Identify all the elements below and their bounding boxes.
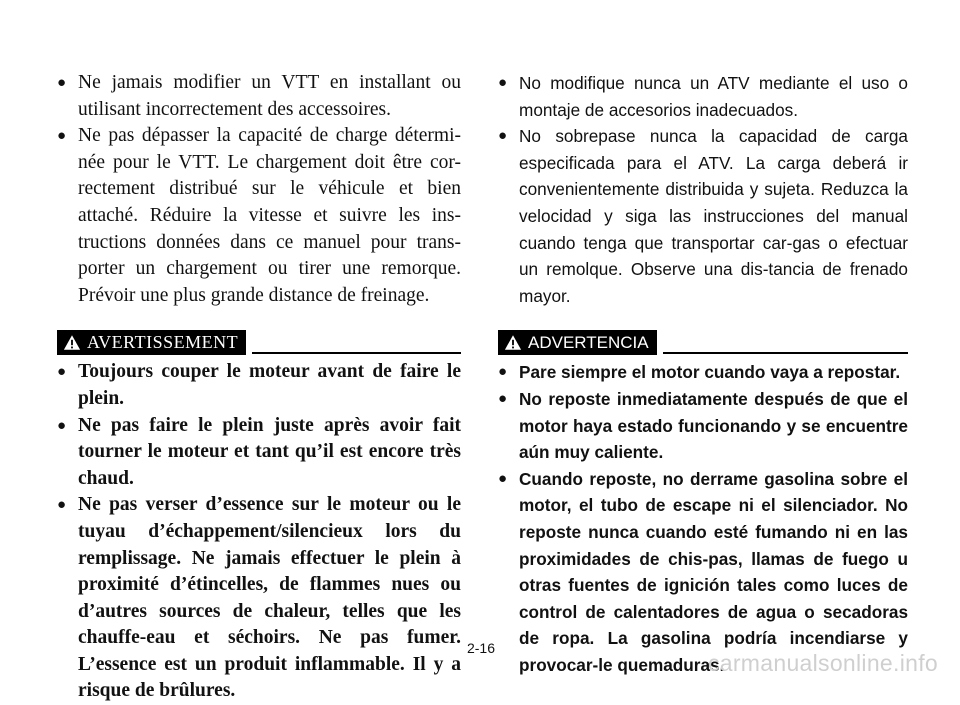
french-column	[57, 70, 461, 705]
spanish-warning-list	[498, 359, 908, 678]
bullet-icon: ●	[57, 128, 67, 145]
warning-label	[498, 330, 657, 355]
spanish-list	[498, 70, 908, 309]
list-item	[57, 413, 461, 493]
list-item-text: Cuando reposte, no derrame gasolina sobre el motor, el tubo de escape ni el silenciador. No reposte nunca cuando esté fumando ni en las proximidades de chis-pas, llamas de fuego u otras fuentes de ignición tales como luces de control de calentadores de agua o secadoras de ropa. La gasolina podría incendiarse y provocar-le quemaduras.	[519, 468, 908, 675]
warning-label-text: ADVERTENCIA	[528, 332, 649, 352]
list-item	[498, 70, 908, 123]
watermark: carmanualsonline.info	[707, 650, 938, 676]
warning-triangle-icon	[504, 334, 522, 351]
list-item-text: Ne pas faire le plein juste après avoir fait tourner le moteur et tant qu’il est encore très chaud.	[78, 414, 461, 489]
bullet-icon: ●	[57, 364, 67, 381]
list-item	[57, 359, 461, 412]
list-item-text: Ne pas verser d’essence sur le moteur ou le tuyau d’échappement/silencieux lors du remplissage. Ne jamais effectuer le plein à proximité d’étincelles, de flammes nues ou d’autres sources de chaleur, telles que les chauffe-eau et séchoirs. Ne pas fumer. L’essence est un produit inflammable. Il y a risque de brûlures.	[78, 494, 461, 702]
warning-label	[57, 330, 246, 355]
list-item	[498, 466, 908, 679]
list-item	[498, 386, 908, 466]
list-item-text: Toujours couper le moteur avant de faire le plein.	[78, 361, 461, 409]
list-item-text: Pare siempre el motor cuando vaya a repostar.	[519, 362, 901, 383]
warning-triangle-icon	[63, 334, 81, 351]
french-warning-list	[57, 359, 461, 705]
bullet-icon: ●	[498, 74, 508, 91]
list-item-text: No modifique nunca un ATV mediante el uso o montaje de accesorios inadecuados.	[519, 73, 908, 120]
list-item	[57, 123, 461, 309]
warning-rule	[663, 352, 908, 354]
bullet-icon: ●	[498, 389, 508, 407]
list-item-text: Ne pas dépasser la capacité de charge détermi-née pour le VTT. Le chargement doit être cor-rectement distribué sur le véhicule et bien attaché. Réduire la vitesse et suivre les ins-tructions données dans ce manuel pour trans-porter un chargement ou tirer une remorque. Prévoir une plus grande distance de freinage.	[78, 125, 461, 306]
bullet-icon: ●	[498, 127, 508, 145]
bullet-icon: ●	[57, 75, 67, 91]
page-number: 2-16	[466, 640, 496, 656]
list-item-text: No sobrepase nunca la capacidad de carga especificada para el ATV. La carga deberá ir convenientemente distribuida y sujeta. Reduzca la velocidad y siga las instrucciones del manual cuando tenga que transportar car-gas o efectuar un remolque. Observe una dis-tancia de frenado mayor.	[519, 126, 908, 306]
warning-header	[498, 330, 908, 355]
french-list	[57, 70, 461, 309]
spanish-column	[498, 70, 908, 678]
bullet-icon: ●	[498, 363, 508, 381]
warning-rule	[252, 352, 461, 354]
list-item	[57, 492, 461, 705]
list-item	[498, 123, 908, 309]
list-item	[57, 70, 461, 123]
bullet-icon: ●	[57, 417, 67, 434]
list-item	[498, 359, 908, 386]
list-item-text: Ne jamais modifier un VTT en installant ou utilisant incorrectement des accessoires.	[78, 72, 461, 120]
warning-header	[57, 330, 461, 355]
list-item-text: No reposte inmediatamente después de que el motor haya estado funcionando y se encuentre aún muy caliente.	[519, 388, 908, 463]
bullet-icon: ●	[57, 497, 67, 514]
warning-label-text: AVERTISSEMENT	[87, 332, 239, 353]
bullet-icon: ●	[498, 469, 508, 487]
